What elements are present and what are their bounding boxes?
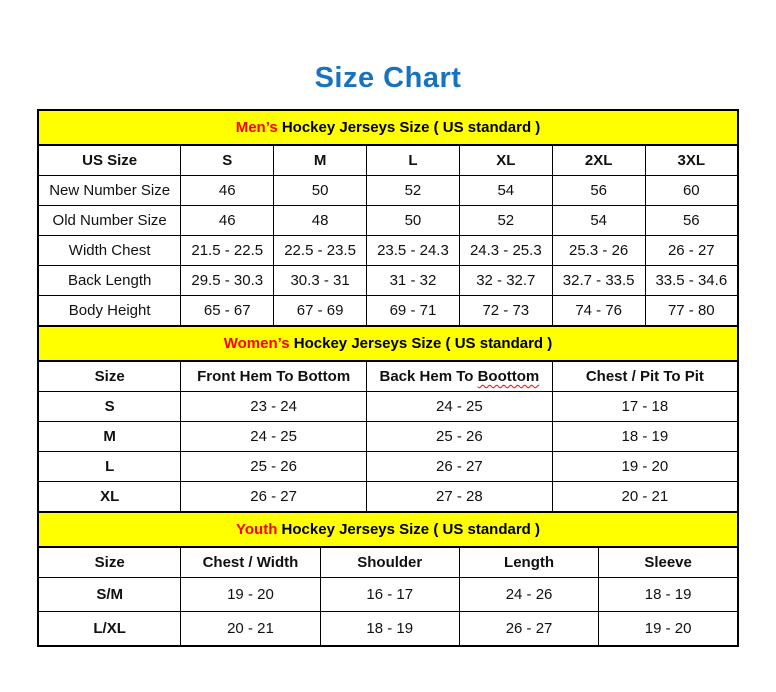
size-value-cell: 26 - 27 xyxy=(459,612,598,647)
size-value-cell: 23.5 - 24.3 xyxy=(367,236,460,266)
size-value-cell: 24 - 25 xyxy=(367,392,553,422)
row-label: XL xyxy=(38,482,181,513)
size-value-cell: 16 - 17 xyxy=(320,578,459,612)
row-label: Width Chest xyxy=(38,236,181,266)
size-tables xyxy=(37,109,739,647)
column-header: Length xyxy=(459,547,598,578)
size-value-cell: 48 xyxy=(274,206,367,236)
table-row xyxy=(38,266,738,296)
table-row xyxy=(38,296,738,327)
size-value-cell: 26 - 27 xyxy=(367,452,553,482)
size-value-cell: 19 - 20 xyxy=(599,612,738,647)
banner-category-label: Women’s xyxy=(223,335,290,352)
row-label: L/XL xyxy=(38,612,181,647)
size-value-cell: 27 - 28 xyxy=(367,482,553,513)
size-value-cell: 20 - 21 xyxy=(552,482,738,513)
misspelled-word-underline: Boottom xyxy=(477,368,540,385)
size-value-cell: 56 xyxy=(552,176,645,206)
column-header: S xyxy=(181,145,274,176)
size-value-cell: 50 xyxy=(367,206,460,236)
column-header: 2XL xyxy=(552,145,645,176)
table-row xyxy=(38,176,738,206)
size-value-cell: 19 - 20 xyxy=(181,578,320,612)
column-header: Shoulder xyxy=(320,547,459,578)
banner-category-label: Men’s xyxy=(235,119,278,136)
table-row xyxy=(38,236,738,266)
section-banner-row xyxy=(38,326,738,361)
womens-banner xyxy=(38,326,738,361)
column-header: Size xyxy=(38,547,181,578)
size-value-cell: 23 - 24 xyxy=(181,392,367,422)
section-banner-row xyxy=(38,512,738,547)
mens-size-table xyxy=(37,109,739,327)
size-value-cell: 54 xyxy=(552,206,645,236)
size-value-cell: 46 xyxy=(181,176,274,206)
banner-title-text: Hockey Jerseys Size ( US standard ) xyxy=(281,521,540,538)
size-value-cell: 50 xyxy=(274,176,367,206)
youth-size-table xyxy=(37,511,739,647)
size-value-cell: 52 xyxy=(367,176,460,206)
row-label: L xyxy=(38,452,181,482)
size-value-cell: 25 - 26 xyxy=(181,452,367,482)
table-row xyxy=(38,452,738,482)
banner-category-label: Youth xyxy=(236,521,278,538)
size-value-cell: 31 - 32 xyxy=(367,266,460,296)
column-header: Chest / Width xyxy=(181,547,320,578)
mens-banner xyxy=(38,110,738,145)
size-chart-page xyxy=(0,62,776,647)
column-header: L xyxy=(367,145,460,176)
size-value-cell: 46 xyxy=(181,206,274,236)
table-row xyxy=(38,206,738,236)
size-value-cell: 18 - 19 xyxy=(552,422,738,452)
size-value-cell: 69 - 71 xyxy=(367,296,460,327)
size-value-cell: 32.7 - 33.5 xyxy=(552,266,645,296)
row-label: Body Height xyxy=(38,296,181,327)
column-header-row xyxy=(38,547,738,578)
size-value-cell: 67 - 69 xyxy=(274,296,367,327)
column-header: XL xyxy=(459,145,552,176)
size-value-cell: 54 xyxy=(459,176,552,206)
banner-title-text: Hockey Jerseys Size ( US standard ) xyxy=(293,335,553,352)
size-value-cell: 56 xyxy=(645,206,738,236)
section-banner-row xyxy=(38,110,738,145)
size-value-cell: 24 - 25 xyxy=(181,422,367,452)
size-value-cell: 30.3 - 31 xyxy=(274,266,367,296)
column-header: Front Hem To Bottom xyxy=(181,361,367,392)
column-header: Chest / Pit To Pit xyxy=(552,361,738,392)
size-value-cell: 22.5 - 23.5 xyxy=(274,236,367,266)
table-row xyxy=(38,578,738,612)
table-row xyxy=(38,392,738,422)
column-header: US Size xyxy=(38,145,181,176)
size-value-cell: 65 - 67 xyxy=(181,296,274,327)
size-value-cell: 26 - 27 xyxy=(645,236,738,266)
size-value-cell: 25.3 - 26 xyxy=(552,236,645,266)
column-header-row xyxy=(38,145,738,176)
row-label: New Number Size xyxy=(38,176,181,206)
size-value-cell: 60 xyxy=(645,176,738,206)
size-value-cell: 77 - 80 xyxy=(645,296,738,327)
column-header: Size xyxy=(38,361,181,392)
size-value-cell: 25 - 26 xyxy=(367,422,553,452)
column-header: M xyxy=(274,145,367,176)
womens-size-table xyxy=(37,325,739,513)
table-row xyxy=(38,422,738,452)
row-label: Old Number Size xyxy=(38,206,181,236)
table-row xyxy=(38,482,738,513)
size-value-cell: 24 - 26 xyxy=(459,578,598,612)
size-value-cell: 18 - 19 xyxy=(320,612,459,647)
column-header: 3XL xyxy=(645,145,738,176)
row-label: S/M xyxy=(38,578,181,612)
size-value-cell: 52 xyxy=(459,206,552,236)
size-value-cell: 19 - 20 xyxy=(552,452,738,482)
size-value-cell: 33.5 - 34.6 xyxy=(645,266,738,296)
page-title: Size Chart xyxy=(314,62,462,94)
size-value-cell: 26 - 27 xyxy=(181,482,367,513)
table-row xyxy=(38,612,738,647)
size-value-cell: 32 - 32.7 xyxy=(459,266,552,296)
column-header-row xyxy=(38,361,738,392)
size-value-cell: 74 - 76 xyxy=(552,296,645,327)
size-value-cell: 18 - 19 xyxy=(599,578,738,612)
size-value-cell: 20 - 21 xyxy=(181,612,320,647)
size-value-cell: 29.5 - 30.3 xyxy=(181,266,274,296)
size-value-cell: 17 - 18 xyxy=(552,392,738,422)
row-label: M xyxy=(38,422,181,452)
row-label: S xyxy=(38,392,181,422)
size-value-cell: 21.5 - 22.5 xyxy=(181,236,274,266)
column-header: Sleeve xyxy=(599,547,738,578)
size-value-cell: 72 - 73 xyxy=(459,296,552,327)
row-label: Back Length xyxy=(38,266,181,296)
column-header: Back Hem To Boottom xyxy=(367,361,553,392)
banner-title-text: Hockey Jerseys Size ( US standard ) xyxy=(281,119,541,136)
size-value-cell: 24.3 - 25.3 xyxy=(459,236,552,266)
youth-banner xyxy=(38,512,738,547)
